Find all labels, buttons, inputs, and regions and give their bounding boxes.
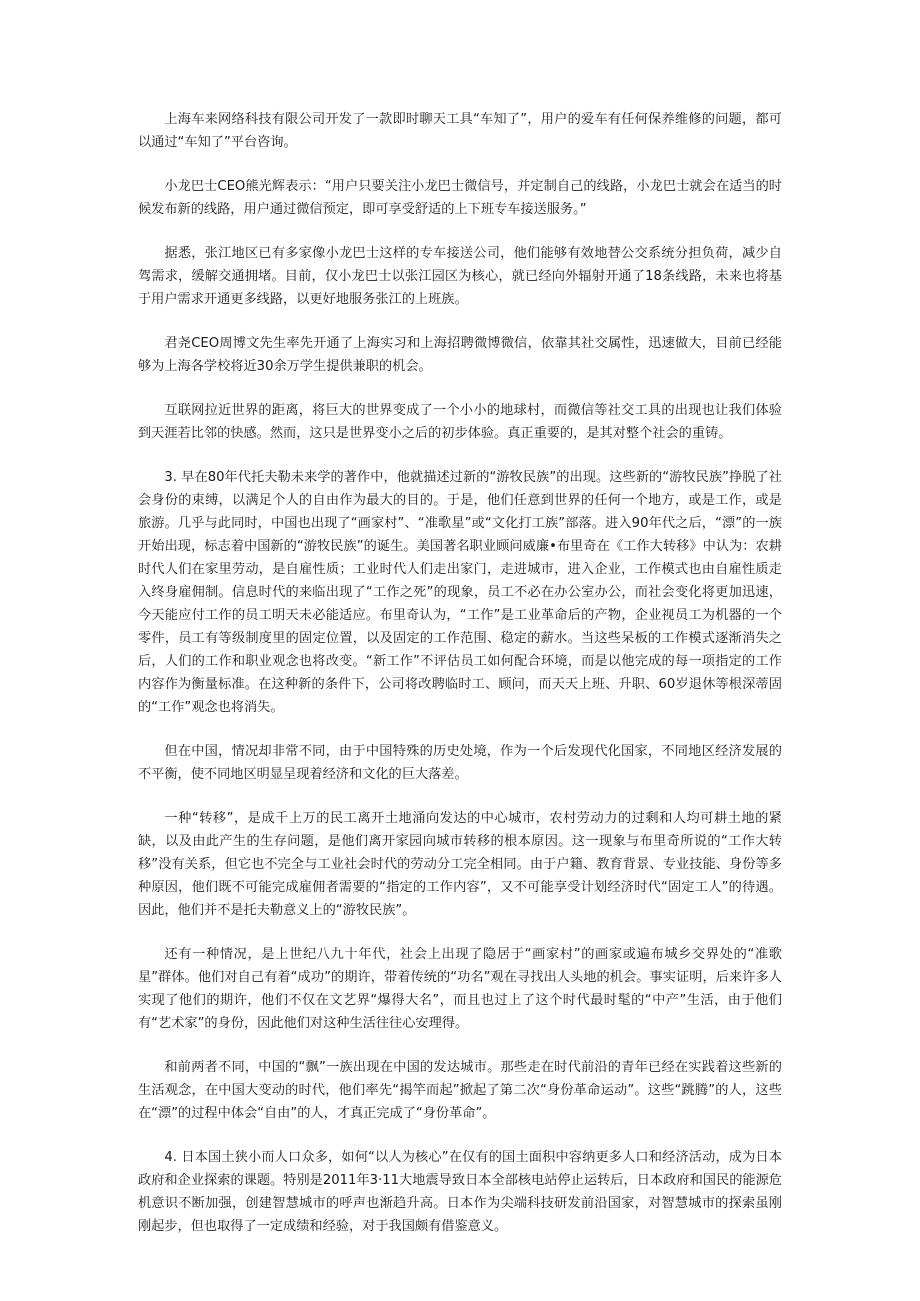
paragraph-china-imbalance: 但在中国，情况却非常不同，由于中国特殊的历史处境，作为一个后发现代化国家，不同地区经济发展的不平衡，使不同地区明显呈现着经济和文化的巨大落差。 xyxy=(138,744,782,782)
paragraph-xiaolong-bus-ceo: 小龙巴士CEO熊光辉表示：“用户只要关注小龙巴士微信号，并定制自己的线路，小龙巴士就会在适当的时候发布新的线路，用户通过微信预定，即可享受舒适的上下班专车接送服务。” xyxy=(138,179,782,217)
paragraph-section-3-nomads: 3. 早在80年代托夫勒未来学的著作中，他就描述过新的“游牧民族”的出现。这些新的“游牧民族”挣脱了社会身份的束缚，以满足个人的自由作为最大的目的。于是，他们任意到世界的任何一个地方，或是工作，或是旅游。几乎与此同时，中国也出现了“画家村”、“准歌星”或“文化打工族”部落。进入90年代之后，“漂”的一族开始出现，标志着中国新的“游牧民族”的诞生。美国著名职业顾问威廉•布里奇在《工作大转移》中认为：农耕时代人们在家里劳动，是自雇性质；工业时代人们走出家门，走进城市，进入企业，工作模式也由自雇性质走入终身雇佣制。信息时代的来临出现了“工作之死”的现象，员工不必在办公室办公，而社会变化将更加迅速，今天能应付工作的员工明天未必能适应。布里奇认为，“工作”是工业革命后的产物，企业视员工为机器的一个零件，员工有等级制度里的固定位置，以及固定的工作范围、稳定的薪水。当这些呆板的工作模式逐渐消失之后，人们的工作和职业观念也将改变。“新工作”不评估员工如何配合环境，而是以他完成的每一项指定的工作内容作为衡量标准。在这种新的条件下，公司将改聘临时工、顾问，而天天上班、升职、60岁退休等根深蒂固的“工作”观念也将消失。 xyxy=(138,470,782,715)
paragraph-section-4-japan: 4. 日本国土狭小而人口众多，如何“以人为核心”在仅有的国土面积中容纳更多人口和经济活动，成为日本政府和企业探索的课题。特别是2011年3·11大地震导致日本全部核电站停止运转后，日本政府和国民的能源危机意识不断加强，创建智慧城市的呼声也渐趋升高。日本作为尖端科技研发前沿国家，对智慧城市的探索虽刚刚起步，但也取得了一定成绩和经验，对于我国颇有借鉴意义。 xyxy=(138,1150,782,1234)
paragraph-junyao-ceo: 君尧CEO周博文先生率先开通了上海实习和上海招聘微博微信，依靠其社交属性，迅速做大，目前已经能够为上海各学校将近30余万学生提供兼职的机会。 xyxy=(138,336,782,374)
document-body xyxy=(138,108,782,1259)
paragraph-global-village: 互联网拉近世界的距离，将巨大的世界变成了一个小小的地球村，而微信等社交工具的出现也让我们体验到天涯若比邻的快感。然而，这只是世界变小之后的初步体验。真正重要的，是其对整个社会的重铸。 xyxy=(138,403,782,441)
paragraph-artist-village: 还有一种情况，是上世纪八九十年代，社会上出现了隐居于“画家村”的画家或遍布城乡交界处的“准歌星”群体。他们对自己有着“成功”的期许，带着传统的“功名”观在寻找出人头地的机会。事实证明，后来许多人实现了他们的期许，他们不仅在文艺界“爆得大名”，而且也过上了这个时代最时髦的“中产”生活，由于他们有“艺术家”的身份，因此他们对这种生活往往心安理得。 xyxy=(138,947,782,1031)
paragraph-chezhile: 上海车来网络科技有限公司开发了一款即时聊天工具“车知了”，用户的爱车有任何保养维修的问题，都可以通过“车知了”平台咨询。 xyxy=(138,112,782,150)
paragraph-piao-generation: 和前两者不同，中国的“飘”一族出现在中国的发达城市。那些走在时代前沿的青年已经在实践着这些新的生活观念，在中国大变动的时代，他们率先“揭竿而起”掀起了第二次“身份革命运动”。这些“跳腾”的人，这些在“漂”的过程中体会“自由”的人，才真正完成了“身份革命”。 xyxy=(138,1060,782,1121)
paragraph-migrant-workers: 一种“转移”，是成千上万的民工离开土地涌向发达的中心城市，农村劳动力的过剩和人均可耕土地的紧缺，以及由此产生的生存问题，是他们离开家园向城市转移的根本原因。这一现象与布里奇所说的“工作大转移”没有关系，但它也不完全与工业社会时代的劳动分工完全相同。由于户籍、教育背景、专业技能、身份等多种原因，他们既不可能完成雇佣者需要的“指定的工作内容”，又不可能享受计划经济时代“固定工人”的待遇。因此，他们并不是托夫勒意义上的“游牧民族”。 xyxy=(138,811,782,918)
paragraph-zhangjiang-shuttle: 据悉，张江地区已有多家像小龙巴士这样的专车接送公司，他们能够有效地替公交系统分担负荷，减少自驾需求，缓解交通拥堵。目前，仅小龙巴士以张江园区为核心，就已经向外辐射开通了18条线路，未来也将基于用户需求开通更多线路，以更好地服务张江的上班族。 xyxy=(138,246,782,307)
